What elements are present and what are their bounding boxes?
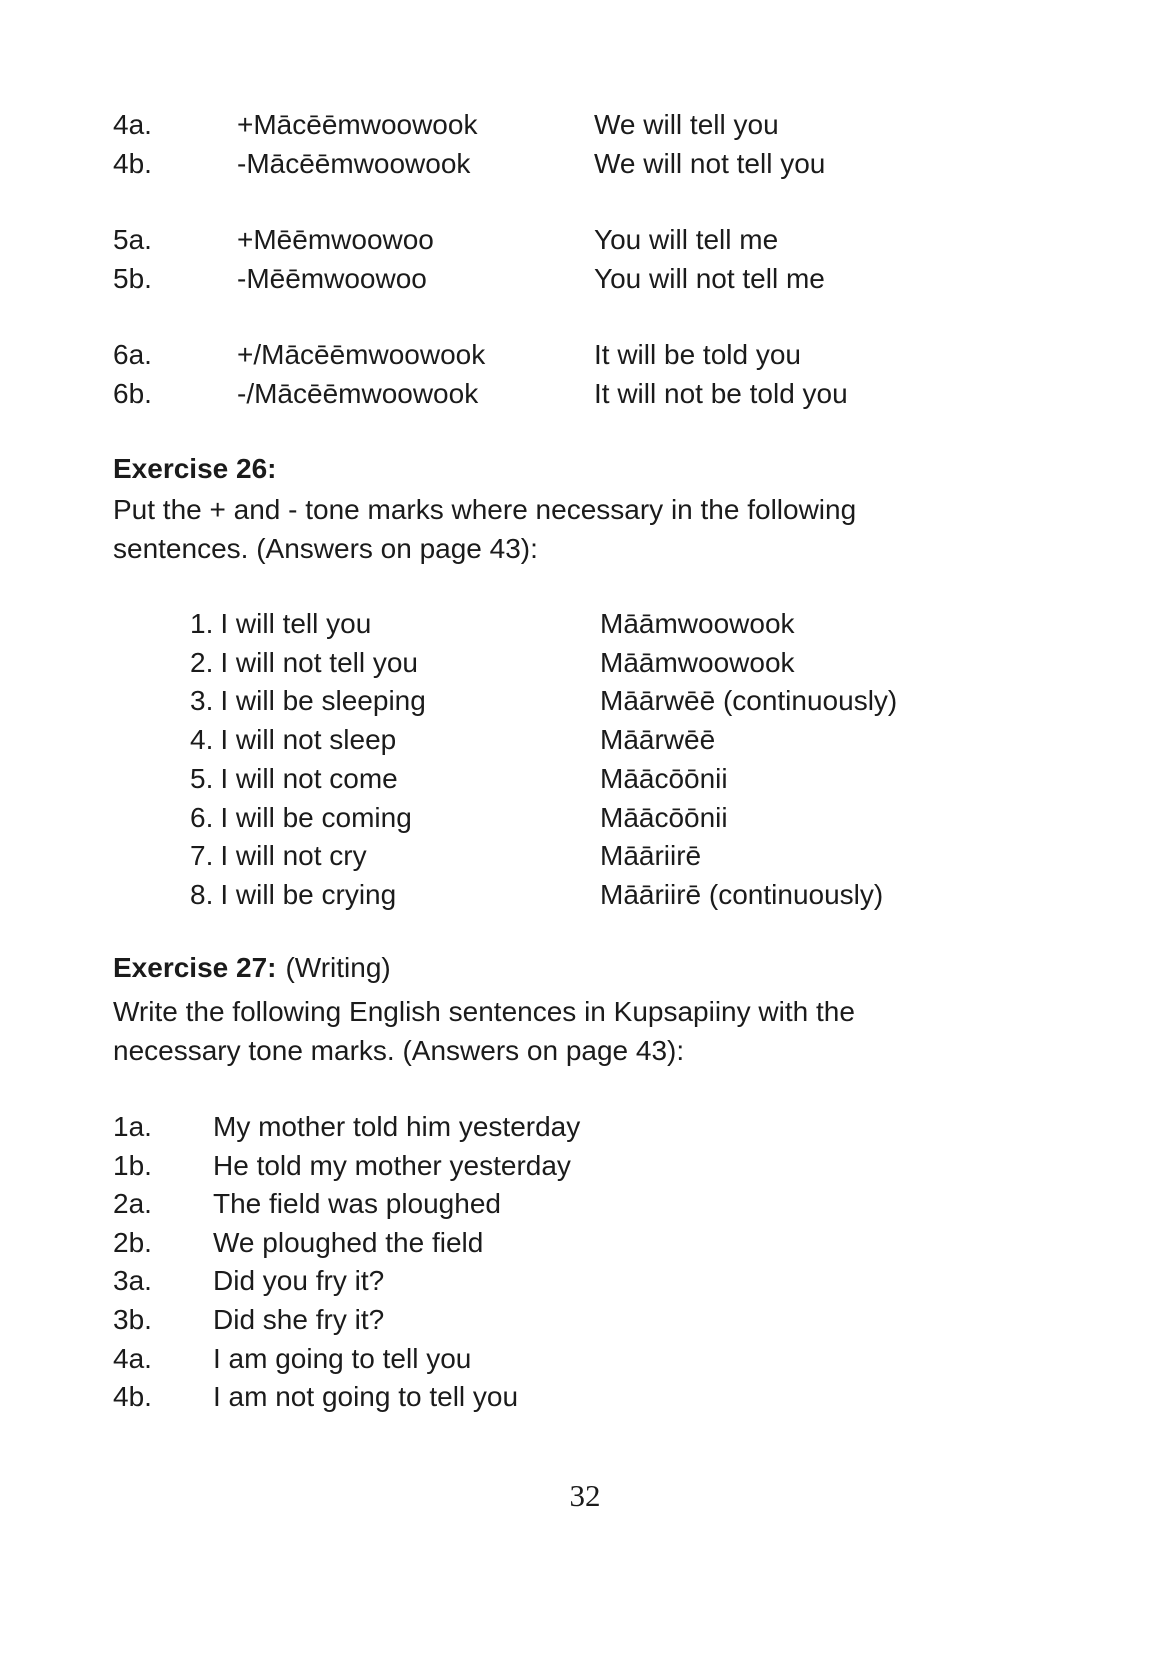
english-sentence: I will not come xyxy=(220,762,398,794)
instruction-line: sentences. (Answers on page 43): xyxy=(113,533,538,564)
item-label: 2b. xyxy=(113,1226,152,1258)
kupsapiiny-word: +/Mācēēmwoowook xyxy=(237,339,486,370)
english-sentence: I am going to tell you xyxy=(213,1342,472,1374)
row-label: 5b. xyxy=(113,263,152,294)
kupsapiiny-word: +Mācēēmwoowook xyxy=(237,109,478,140)
item-number: 1. xyxy=(190,608,214,639)
exercise-27-heading xyxy=(113,948,391,987)
english-sentence: Did she fry it? xyxy=(213,1303,385,1335)
row-label: 4b. xyxy=(113,148,152,179)
kupsapiiny-word: Māācōōnii xyxy=(600,801,728,833)
item-label: 3a. xyxy=(113,1265,152,1297)
list-item xyxy=(190,837,1110,876)
english-sentence: We ploughed the field xyxy=(213,1226,484,1258)
kupsapiiny-word: Māārwēē (continuously) xyxy=(600,685,898,717)
kupsapiiny-word: Māācōōnii xyxy=(600,762,728,794)
english-sentence: The field was ploughed xyxy=(213,1188,501,1220)
row-label: 6a. xyxy=(113,339,152,370)
item-label: 4a. xyxy=(113,1342,152,1374)
english-sentence: I will be coming xyxy=(220,801,412,833)
english-sentence: I will not tell you xyxy=(220,646,418,678)
english-translation: You will not tell me xyxy=(594,263,825,294)
item-number: 5. xyxy=(190,762,214,794)
english-translation: It will be told you xyxy=(594,339,801,370)
list-item xyxy=(190,682,1110,721)
english-translation: We will tell you xyxy=(594,109,779,140)
english-translation: It will not be told you xyxy=(594,378,848,409)
tone-example-pair-4 xyxy=(113,105,1113,183)
list-item xyxy=(113,1262,1113,1301)
instruction-line: necessary tone marks. (Answers on page 43): xyxy=(113,1035,685,1066)
item-number: 6. xyxy=(190,801,214,833)
item-number: 3. xyxy=(190,685,214,717)
item-number: 4. xyxy=(190,724,214,756)
table-row xyxy=(113,374,1113,413)
row-label: 5a. xyxy=(113,224,152,255)
list-item xyxy=(113,1108,1113,1147)
item-number: 2. xyxy=(190,646,214,678)
exercise-27-list xyxy=(113,1108,1113,1417)
instruction-line: Put the + and - tone marks where necessary in the following xyxy=(113,494,857,525)
exercise-27-instructions xyxy=(113,992,1093,1070)
instruction-line: Write the following English sentences in Kupsapiiny with the xyxy=(113,996,855,1027)
english-sentence: I will not sleep xyxy=(220,724,397,756)
list-item xyxy=(190,876,1110,915)
list-item xyxy=(113,1185,1113,1224)
exercise-26-title: Exercise 26: xyxy=(113,453,277,484)
tone-example-pair-5 xyxy=(113,220,1113,298)
list-item xyxy=(190,605,1110,644)
english-sentence: I will not cry xyxy=(220,840,367,872)
list-item xyxy=(190,644,1110,683)
tone-example-pair-6 xyxy=(113,335,1113,413)
page-number: 32 xyxy=(569,1478,601,1513)
table-row xyxy=(113,259,1113,298)
kupsapiiny-word: -Mēēmwoowoo xyxy=(237,263,427,294)
table-row xyxy=(113,144,1113,183)
item-label: 1b. xyxy=(113,1149,152,1181)
kupsapiiny-word: -/Mācēēmwoowook xyxy=(237,378,479,409)
list-item xyxy=(113,1301,1113,1340)
kupsapiiny-word: Māāriirē xyxy=(600,840,702,872)
table-row xyxy=(113,220,1113,259)
list-item xyxy=(113,1224,1113,1263)
item-number: 7. xyxy=(190,840,214,872)
english-sentence: He told my mother yesterday xyxy=(213,1149,571,1181)
kupsapiiny-word: Māāmwoowook xyxy=(600,608,795,639)
item-number: 8. xyxy=(190,878,214,910)
list-item xyxy=(190,799,1110,838)
english-translation: We will not tell you xyxy=(594,148,826,179)
kupsapiiny-word: Māārwēē xyxy=(600,724,716,756)
list-item xyxy=(113,1378,1113,1417)
table-row xyxy=(113,335,1113,374)
exercise-26-instructions xyxy=(113,490,1093,568)
kupsapiiny-word: Māāriirē (continuously) xyxy=(600,878,884,910)
list-item xyxy=(190,721,1110,760)
exercise-26-heading xyxy=(113,449,276,488)
english-sentence: My mother told him yesterday xyxy=(213,1111,581,1142)
exercise-26-list xyxy=(190,605,1110,915)
table-row xyxy=(113,105,1113,144)
english-translation: You will tell me xyxy=(594,224,779,255)
row-label: 6b. xyxy=(113,378,152,409)
kupsapiiny-word: Māāmwoowook xyxy=(600,646,795,678)
item-label: 1a. xyxy=(113,1111,152,1142)
english-sentence: Did you fry it? xyxy=(213,1265,385,1297)
list-item xyxy=(113,1147,1113,1186)
exercise-27-title: Exercise 27: xyxy=(113,952,277,983)
kupsapiiny-word: -Mācēēmwoowook xyxy=(237,148,471,179)
english-sentence: I am not going to tell you xyxy=(213,1381,519,1413)
row-label: 4a. xyxy=(113,109,152,140)
list-item xyxy=(113,1340,1113,1379)
kupsapiiny-word: +Mēēmwoowoo xyxy=(237,224,434,255)
english-sentence: I will tell you xyxy=(220,608,372,639)
item-label: 3b. xyxy=(113,1303,152,1335)
item-label: 2a. xyxy=(113,1188,152,1220)
item-label: 4b. xyxy=(113,1381,152,1413)
list-item xyxy=(190,760,1110,799)
english-sentence: I will be crying xyxy=(220,878,397,910)
english-sentence: I will be sleeping xyxy=(220,685,426,717)
exercise-27-subtitle: (Writing) xyxy=(285,952,391,983)
